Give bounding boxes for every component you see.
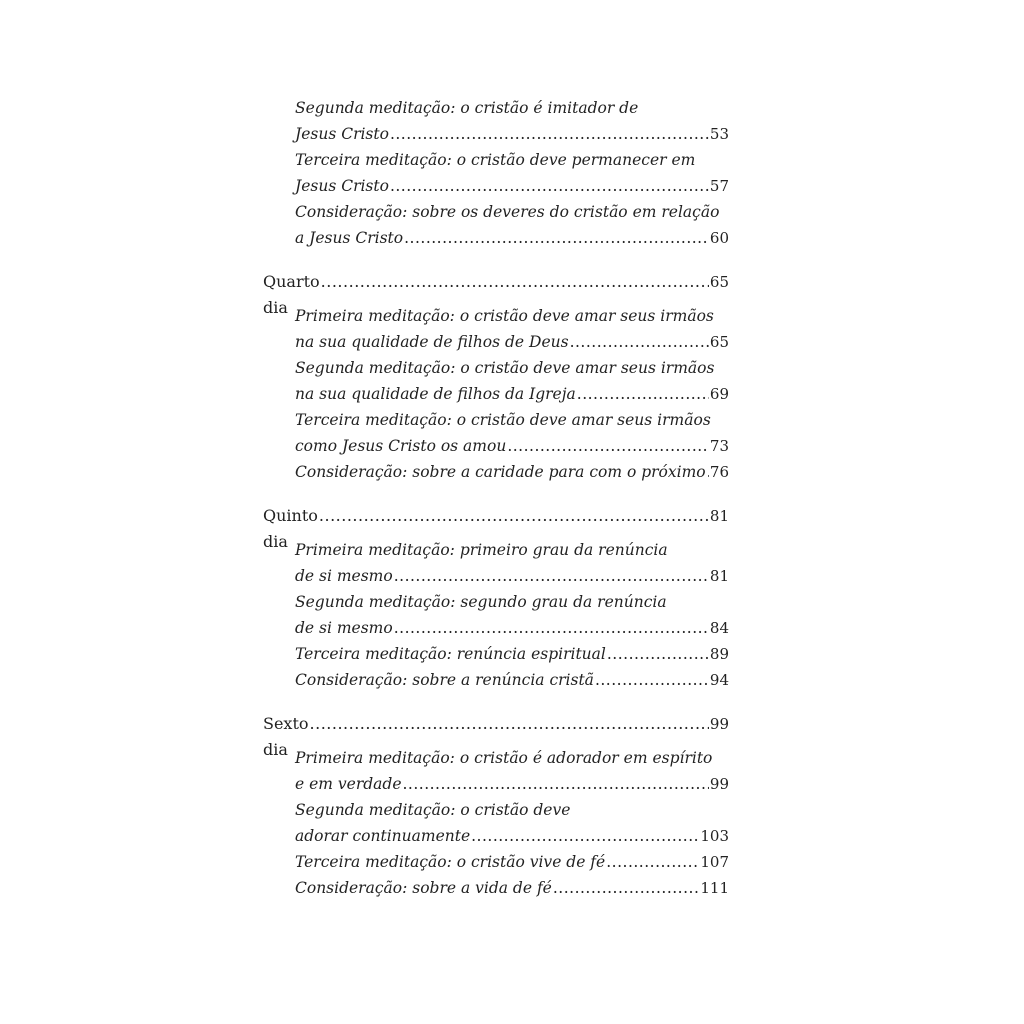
entry-final-line [295, 771, 729, 797]
entry-title-line: na sua qualidade de filhos de Deus [295, 333, 569, 351]
entry-title-line: Consideração: sobre a renúncia cristã [295, 671, 594, 689]
toc-entry [263, 199, 729, 251]
entry-title-line: adorar continuamente [295, 827, 471, 845]
entry-final-line [295, 329, 729, 355]
dot-leader [390, 173, 709, 199]
dot-leader [319, 503, 709, 529]
dot-leader [507, 433, 709, 459]
toc-entry [263, 459, 729, 485]
page-number: 84 [709, 619, 729, 637]
page-number: 65 [709, 333, 729, 351]
dot-leader [394, 563, 709, 589]
dot-leader [607, 641, 709, 667]
toc-entry [263, 745, 729, 797]
dot-leader [403, 771, 709, 797]
dot-leader [606, 849, 699, 875]
dot-leader [390, 121, 709, 147]
page-number: 60 [709, 229, 729, 247]
page-number: 94 [709, 671, 729, 689]
page-number: 81 [709, 567, 729, 585]
toc-entry [263, 537, 729, 589]
entry-final-line [295, 823, 729, 849]
entry-title-line: na sua qualidade de filhos da Igreja [295, 385, 576, 403]
dot-leader [394, 615, 709, 641]
page-number: 99 [709, 775, 729, 793]
entry-title-line: Jesus Cristo [295, 177, 389, 195]
entry-title-line: Primeira meditação: o cristão é adorador em espírito [295, 749, 713, 767]
toc-section [263, 269, 729, 485]
dot-leader [577, 381, 709, 407]
toc-section [263, 95, 729, 251]
toc-entry [263, 667, 729, 693]
page-number: 57 [709, 177, 729, 195]
entry-title-line: Consideração: sobre a vida de fé [295, 879, 552, 897]
dot-leader [321, 269, 709, 295]
toc-entries [263, 95, 729, 251]
toc-entry [263, 303, 729, 355]
entry-final-line [295, 849, 729, 875]
entry-title-line: Primeira meditação: o cristão deve amar seus irmãos [295, 307, 714, 325]
entry-final-line [295, 615, 729, 641]
day-title: Quinto dia [263, 506, 318, 551]
toc-entry [263, 641, 729, 667]
dot-leader [595, 667, 709, 693]
entry-final-line [295, 667, 729, 693]
day-title: Quarto dia [263, 272, 320, 317]
entry-title-line: Terceira meditação: o cristão deve permanecer em [295, 151, 696, 169]
page-number: 107 [700, 853, 729, 871]
day-title: Sexto dia [263, 714, 309, 759]
entry-title-line: a Jesus Cristo [295, 229, 404, 247]
toc-entry [263, 849, 729, 875]
entry-final-line [295, 641, 729, 667]
entry-title-line: Consideração: sobre os deveres do cristão em relação [295, 203, 720, 221]
toc-entry [263, 589, 729, 641]
entry-final-line [295, 563, 729, 589]
entry-title-line: Terceira meditação: renúncia espiritual [295, 645, 606, 663]
dot-leader [570, 329, 709, 355]
dot-leader [310, 711, 709, 737]
page-number: 69 [709, 385, 729, 403]
toc-entry [263, 797, 729, 849]
entry-title-line: Segunda meditação: o cristão deve [295, 801, 571, 819]
dot-leader [553, 875, 700, 901]
dot-leader [707, 459, 709, 485]
toc-entry [263, 875, 729, 901]
toc-entry [263, 147, 729, 199]
toc-entry [263, 95, 729, 147]
entry-title-line: de si mesmo [295, 567, 393, 585]
toc-entries [263, 537, 729, 693]
entry-final-line [295, 225, 729, 251]
toc-entry [263, 355, 729, 407]
entry-title-line: de si mesmo [295, 619, 393, 637]
toc-entry [263, 407, 729, 459]
entry-title-line: e em verdade [295, 775, 402, 793]
toc-section [263, 503, 729, 693]
page-number: 103 [700, 827, 729, 845]
page-number: 73 [709, 437, 729, 455]
entry-title-line: Terceira meditação: o cristão vive de fé [295, 853, 606, 871]
page-number: 76 [709, 463, 729, 481]
entry-title-line: Segunda meditação: o cristão é imitador de [295, 99, 639, 117]
entry-title-line: Segunda meditação: segundo grau da renúncia [295, 593, 667, 611]
entry-title-line: Consideração: sobre a caridade para com o próximo [295, 463, 706, 481]
page-number: 111 [700, 879, 729, 897]
page-number: 99 [709, 715, 729, 733]
entry-title-line: Primeira meditação: primeiro grau da renúncia [295, 541, 668, 559]
entry-title-line: Terceira meditação: o cristão deve amar seus irmãos [295, 411, 711, 429]
dot-leader [404, 225, 709, 251]
entry-title-line: Segunda meditação: o cristão deve amar seus irmãos [295, 359, 715, 377]
page-number: 53 [709, 125, 729, 143]
entry-final-line [295, 433, 729, 459]
toc-entries [263, 745, 729, 901]
entry-final-line [295, 875, 729, 901]
entry-title-line: como Jesus Cristo os amou [295, 437, 507, 455]
page-number: 65 [709, 273, 729, 291]
page-number: 81 [709, 507, 729, 525]
entry-final-line [295, 121, 729, 147]
table-of-contents [263, 95, 729, 901]
entry-final-line [295, 381, 729, 407]
entry-final-line [295, 173, 729, 199]
toc-entries [263, 303, 729, 485]
page-number: 89 [709, 645, 729, 663]
entry-title-line: Jesus Cristo [295, 125, 389, 143]
dot-leader [471, 823, 699, 849]
entry-final-line [295, 459, 729, 485]
toc-section [263, 711, 729, 901]
